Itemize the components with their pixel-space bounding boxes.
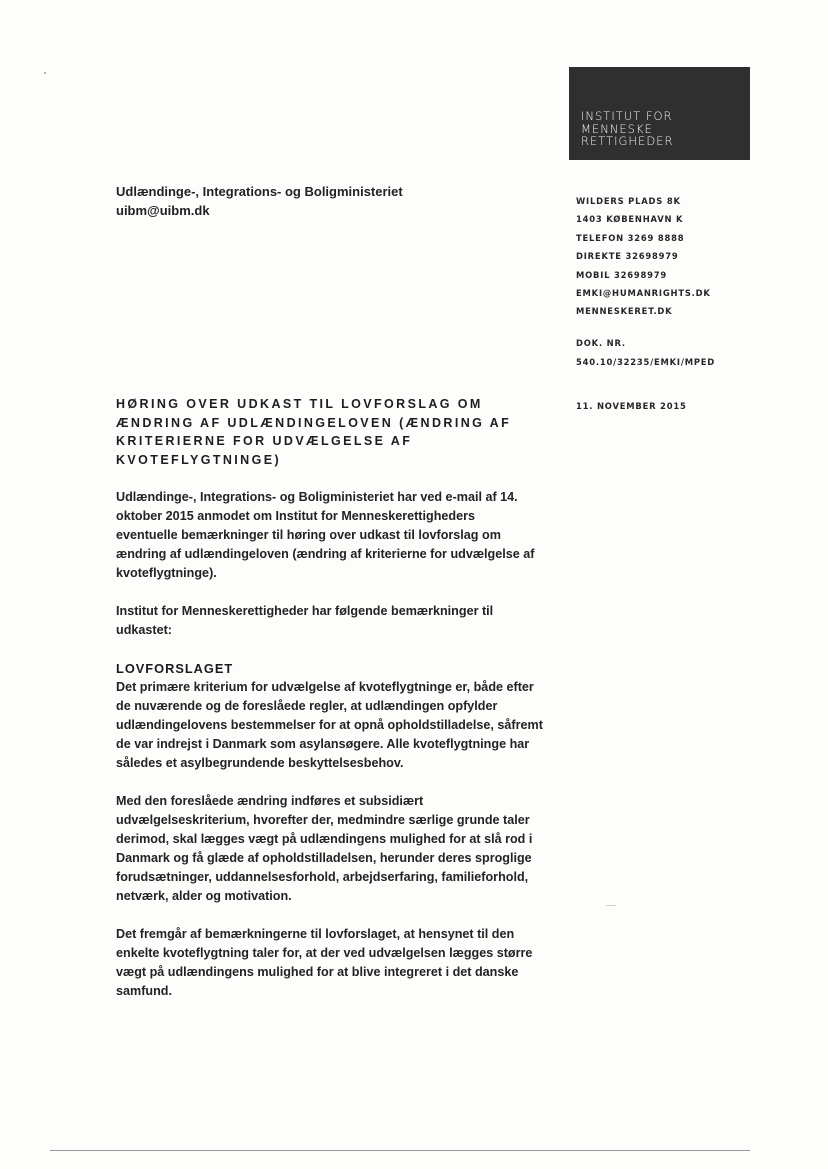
body-line: Danmark og få glæde af opholdstilladelsen, herunder deres sproglige xyxy=(116,851,532,865)
body-line: netværk, alder og motivation. xyxy=(116,889,292,903)
institute-logo xyxy=(569,67,750,160)
body-line: Udlændinge-, Integrations- og Boligministeriet har ved e-mail af 14. xyxy=(116,490,518,504)
body-line: vægt på udlændingens mulighed for at blive integreret i det danske xyxy=(116,965,519,979)
sender-city: 1403 KØBENHAVN K xyxy=(576,214,684,225)
document-number: 540.10/32235/EMKI/MPED xyxy=(576,356,716,367)
document-number-label: DOK. NR. xyxy=(576,338,626,348)
body-line: derimod, skal lægges vægt på udlændingens mulighed for at slå rod i xyxy=(116,832,533,846)
sender-contact-block xyxy=(576,192,711,321)
heading-line: KVOTEFLYGTNINGE) xyxy=(116,452,282,467)
body-line: ændring af udlændingeloven (ændring af kriterierne for udvælgelse af xyxy=(116,547,535,561)
sender-direct: DIREKTE 32698979 xyxy=(576,251,679,262)
document-number-block xyxy=(576,334,715,371)
section-title: LOVFORSLAGET xyxy=(116,661,234,676)
body-line: udvælgelseskriterium, hvorefter der, medmindre særlige grunde taler xyxy=(116,813,530,827)
scan-speck xyxy=(44,72,46,74)
body-line: Institut for Menneskerettigheder har følgende bemærkninger til xyxy=(116,604,494,618)
paragraph-remarks xyxy=(116,925,561,1001)
body-line: eventuelle bemærkninger til høring over udkast til lovforslag om xyxy=(116,528,501,542)
logo-line: RETTIGHEDER xyxy=(581,134,674,148)
sender-phone: TELEFON 3269 8888 xyxy=(576,232,685,243)
paragraph-criteria xyxy=(116,678,561,773)
recipient-email: uibm@uibm.dk xyxy=(116,203,210,218)
body-line: forudsætninger, uddannelsesforhold, arbejdserfaring, familieforhold, xyxy=(116,870,529,884)
document-date: 11. NOVEMBER 2015 xyxy=(576,401,687,411)
heading-line: HØRING OVER UDKAST TIL LOVFORSLAG OM xyxy=(116,397,483,411)
body-line: Det primære kriterium for udvælgelse af kvoteflygtninge er, både efter xyxy=(116,680,534,694)
paragraph-amendment xyxy=(116,792,561,906)
logo-line: MENNESKE xyxy=(581,121,653,136)
recipient-name: Udlændinge-, Integrations- og Boligministeriet xyxy=(116,184,403,199)
sender-address: WILDERS PLADS 8K xyxy=(576,196,681,206)
section-heading xyxy=(116,659,561,678)
body-line: udkastet: xyxy=(116,623,172,637)
sender-email: EMKI@HUMANRIGHTS.DK xyxy=(576,288,711,299)
body-line: Det fremgår af bemærkningerne til lovforslaget, at hensynet til den xyxy=(116,927,515,941)
logo-line: INSTITUT FOR xyxy=(581,109,673,123)
paragraph-intro xyxy=(116,602,561,640)
paragraph-request xyxy=(116,488,561,583)
sender-mobile: MOBIL 32698979 xyxy=(576,269,668,280)
recipient-block xyxy=(116,182,403,220)
heading-line: KRITERIERNE FOR UDVÆLGELSE AF xyxy=(116,434,413,448)
body-line: oktober 2015 anmodet om Institut for Menneskerettigheders xyxy=(116,509,475,523)
heading-line: ÆNDRING AF UDLÆNDINGELOVEN (ÆNDRING AF xyxy=(116,415,512,430)
body-line: kvoteflygtninge). xyxy=(116,566,217,580)
body-line: således et asylbegrundende beskyttelsesbehov. xyxy=(116,756,404,770)
body-line: samfund. xyxy=(116,984,172,998)
letter-heading xyxy=(116,395,536,469)
body-line: Med den foreslåede ændring indføres et subsidiært xyxy=(116,794,424,808)
sender-web: MENNESKERET.DK xyxy=(576,306,673,317)
footer-divider xyxy=(50,1150,750,1151)
letter-body xyxy=(116,488,561,1001)
logo-text xyxy=(581,110,673,148)
body-line: udlændingelovens bestemmelser for at opnå opholdstilladelse, såfremt xyxy=(116,718,543,732)
body-line: de var indrejst i Danmark som asylansøgere. Alle kvoteflygtninge har xyxy=(116,737,530,751)
body-line: de nuværende og de foreslåede regler, at udlændingen opfylder xyxy=(116,699,498,713)
scan-speck xyxy=(606,905,616,906)
body-line: enkelte kvoteflygtning taler for, at der ved udvælgelsen lægges større xyxy=(116,946,533,960)
